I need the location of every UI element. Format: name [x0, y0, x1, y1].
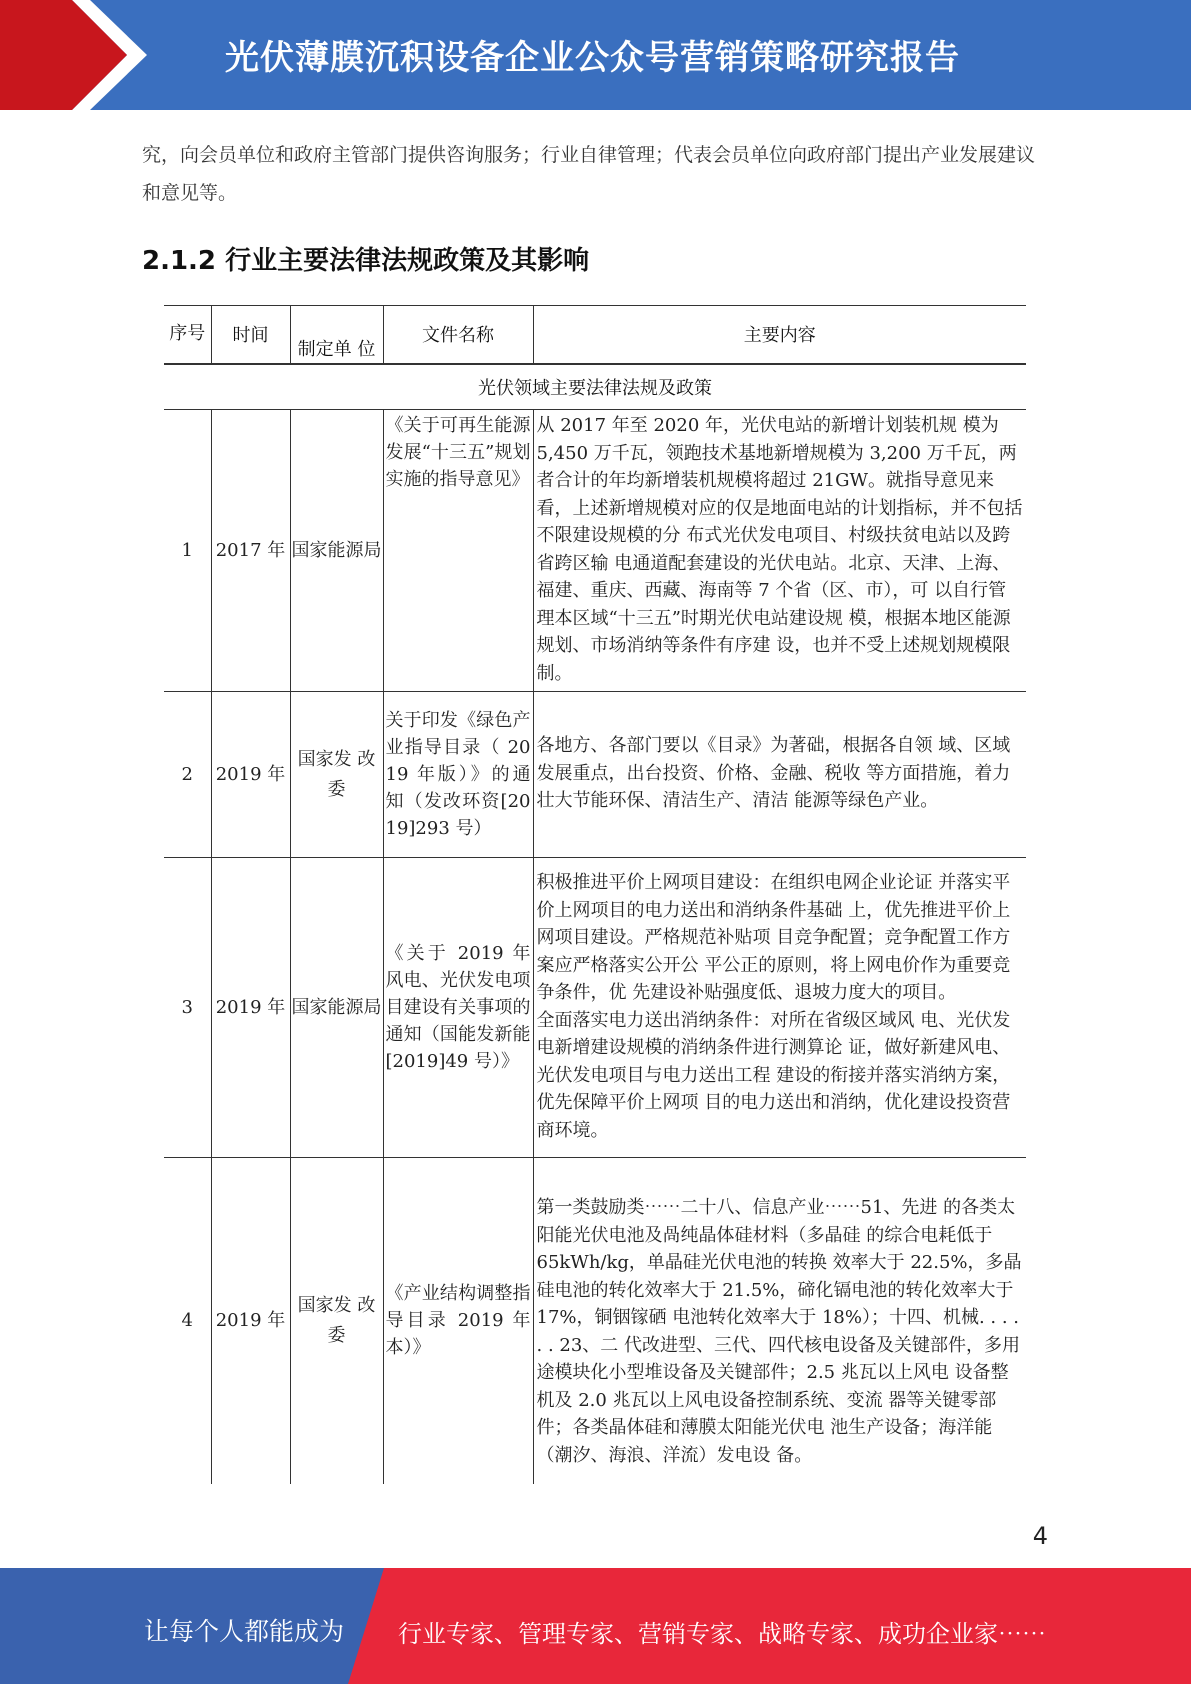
- row-content: [533, 858, 1026, 1158]
- category-label: 光伏领域主要法律法规及政策: [164, 364, 1026, 410]
- policy-table: [164, 305, 1026, 1484]
- row-no: 1: [164, 410, 211, 692]
- table-row: [164, 858, 1026, 1158]
- row-org: 国家能源局: [290, 410, 383, 692]
- content-paragraph: 积极推进平价上网项目建设：在组织电网企业论证 并落实平价上网项目的电力送出和消纳条件基础 上，优先推进平价上网项目建设。严格规范补贴项 目竞争配置；竞争配置工作方案应严格落实公开公 平公正的原则，将上网电价作为重要竞争条件，优 先建设补贴强度低、退坡力度大的项目。: [536, 872, 1011, 1003]
- table-row: [164, 692, 1026, 858]
- row-doc: 《关于可再生能源发展“十三五”规划实施的指导意见》: [383, 410, 533, 692]
- header-title: 光伏薄膜沉积设备企业公众号营销策略研究报告: [225, 38, 960, 78]
- row-org: 国家发 改委: [290, 692, 383, 858]
- row-no: 3: [164, 858, 211, 1158]
- row-content: 第一类鼓励类⋯⋯二十八、信息产业⋯⋯51、先进 的各类太阳能光伏电池及咼纯晶体硅材料（多晶硅 的综合电耗低于 65kWh/kg，单晶硅光伏电池的转换 效率大于 22.5%，多晶硅电池的转化效率大于 21.5%，碲化镉电池的转化效率大于 17%，铜铟镓硒 电池转化效率大于 18%）；十四、机械. . . . . . 23、二 代改进型、三代、四代核电设备及关键部件，多用 途模块化小型堆设备及关键部件；2.5 兆瓦以上风电 设备整机及 2.0 兆瓦以上风电设备控制系统、变流 器等关键零部件；各类晶体硅和薄膜太阳能光伏电 池生产设备；海洋能（潮汐、海浪、洋流）发电设 备。: [533, 1158, 1026, 1484]
- header-no: 序号: [164, 306, 211, 364]
- row-time: 2019 年: [211, 858, 290, 1158]
- row-time: 2019 年: [211, 1158, 290, 1484]
- row-time: 2017 年: [211, 410, 290, 692]
- header-content: 主要内容: [533, 306, 1026, 364]
- header-time: 时间: [211, 306, 290, 364]
- header-red-block: [0, 0, 72, 110]
- row-no: 4: [181, 1310, 193, 1332]
- row-content: 从 2017 年至 2020 年，光伏电站的新增计划装机规 模为 5,450 万千瓦，领跑技术基地新增规模为 3,200 万千瓦，两者合计的年均新增装机规模将超过 21GW。就指导意见来看，上述新增规模对应的仅是地面电站的计划指标，并不包括不限建设规模的分 布式光伏发电项目、村级扶贫电站以及跨省跨区输 电通道配套建设的光伏电站。北京、天津、上海、 福建、重庆、西藏、海南等 7 个省（区、市），可 以自行管理本区域“十三五”时期光伏电站建设规 模，根据本地区能源规划、市场消纳等条件有序建 设，也并不受上述规划规模限制。: [533, 410, 1026, 692]
- footer-slogan-right: 行业专家、管理专家、营销专家、战略专家、成功企业家⋯⋯: [398, 1620, 1046, 1648]
- row-doc: 关于印发《绿色产业指导目录（ 2019 年版）》的通知（发改环资[2019]293 号）: [383, 692, 533, 858]
- content-paragraph: 全面落实电力送出消纳条件：对所在省级区域风 电、光伏发电新增建设规模的消纳条件进行测算论 证，做好新建风电、光伏发电项目与电力送出工程 建设的衔接并落实消纳方案，优先保障平价上网项 目的电力送出和消纳，优化建设投资营商环境。: [536, 1009, 1011, 1141]
- table-category-row: [164, 364, 1026, 410]
- header-chevron-icon: [72, 0, 167, 110]
- intro-paragraph: 究，向会员单位和政府主管部门提供咨询服务；行业自律管理；代表会员单位向政府部门提出产业发展建议和意见等。: [142, 144, 1036, 204]
- row-org: 国家能源局: [290, 858, 383, 1158]
- row-no: 2: [164, 692, 211, 858]
- page-header: [0, 0, 1191, 110]
- page-number: 4: [1032, 1522, 1048, 1550]
- footer-slogan-left: 让每个人都能成为: [144, 1617, 345, 1646]
- row-time: 2019 年: [211, 692, 290, 858]
- header-org: 制定单 位: [290, 306, 383, 364]
- page-footer: [0, 1568, 1191, 1684]
- row-content: 各地方、各部门要以《目录》为著础，根据各自领 域、区域发展重点，出台投资、价格、金融、税收 等方面措施，着力壮大节能环保、清洁生产、清洁 能源等绿色产业。: [533, 692, 1026, 858]
- table-row: [164, 1158, 1026, 1484]
- header-doc: 文件名称: [383, 306, 533, 364]
- row-org: 国家发 改委: [290, 1158, 383, 1484]
- section-heading: 2.1.2 行业主要法律法规政策及其影响: [142, 246, 590, 276]
- table-header-row: [164, 306, 1026, 364]
- table-row: [164, 410, 1026, 692]
- row-doc: 《产业结构调整指导目录 2019 年本）》: [383, 1158, 533, 1484]
- row-doc: 《关于 2019 年风电、光伏发电项目建设有关事项的通知（国能发新能[2019]49 号）》: [383, 858, 533, 1158]
